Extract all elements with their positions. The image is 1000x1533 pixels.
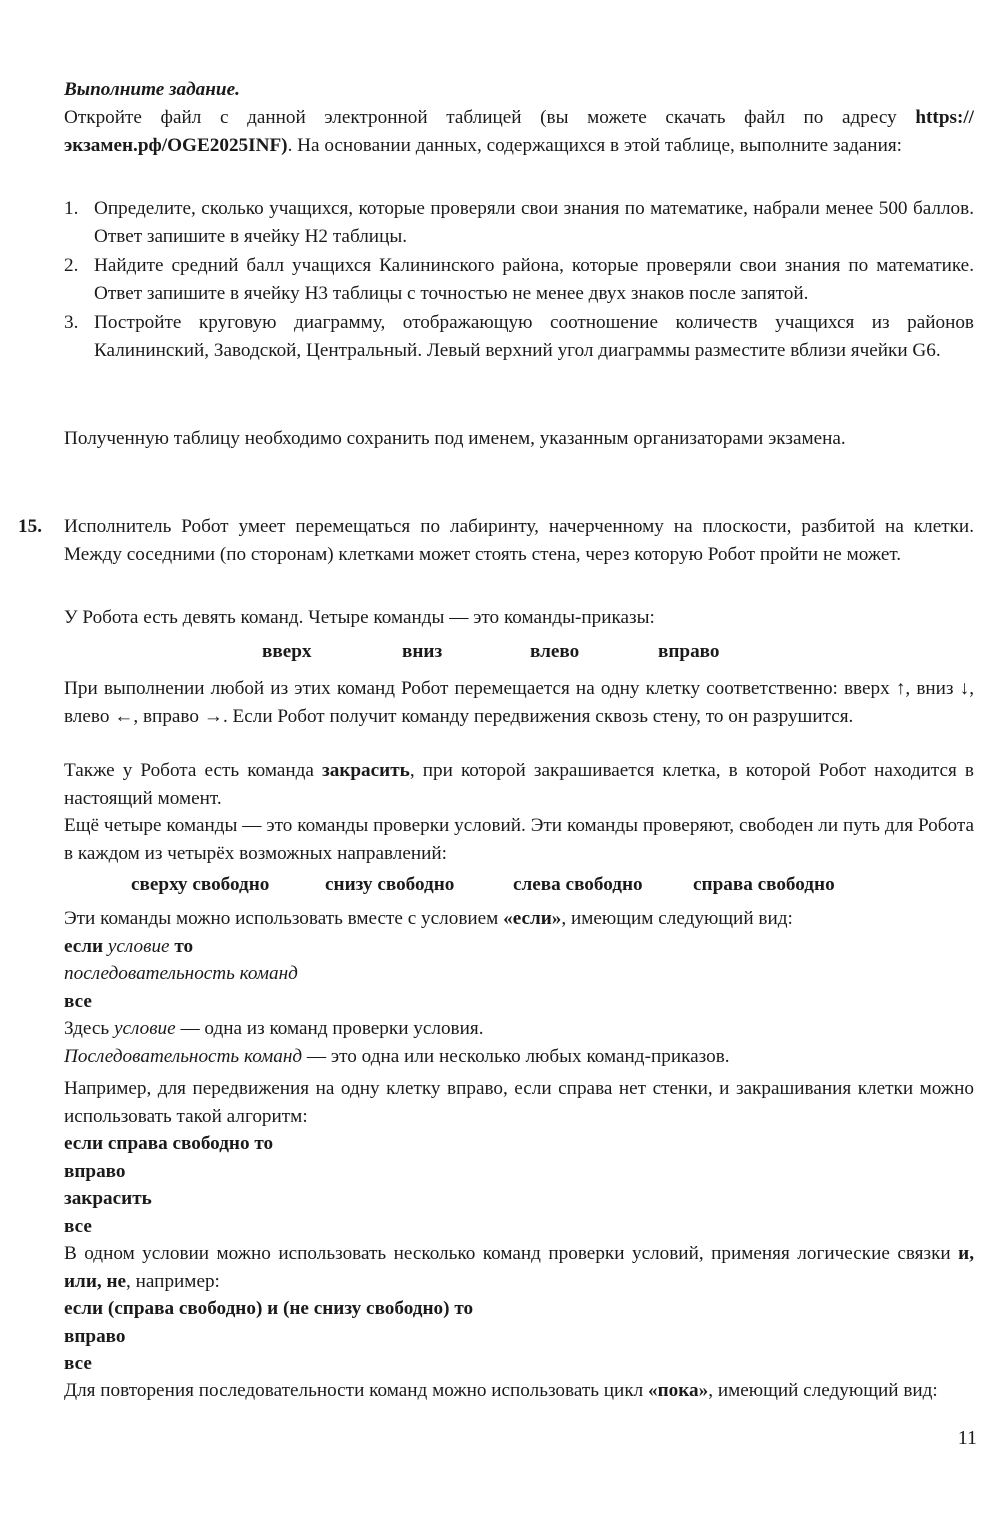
cond-left: слева свободно [513, 874, 643, 895]
if-syntax-end: все [64, 990, 92, 1012]
paint-description: Также у Робота есть команда закрасить, при которой закрашивается клетка, в которой Робот находится в настоящий момент. [64, 760, 974, 809]
save-note: Полученную таблицу необходимо сохранить под именем, указанным организаторами экзамена. [64, 428, 846, 449]
if-syntax-seq: последовательность команд [64, 963, 298, 984]
task14-heading [64, 76, 974, 104]
move-description: При выполнении любой из этих команд Робот перемещается на одну клетку соответственно: вверх ↑, вниз ↓, влево ←, вправо →. Если Робот получит команду передвижения сквозь стену, то он разрушится. [64, 678, 974, 727]
code-line: вправо [64, 1160, 126, 1182]
code-line: вправо [64, 1325, 126, 1347]
code-line: все [64, 1353, 92, 1374]
task15-intro: Исполнитель Робот умеет перемещаться по лабиринту, начерченному на плоскости, разбитой на клетки. Между соседними (по сторонам) клетками может стоять стена, через которую Робот пройти не может. [64, 516, 974, 565]
seq-definition: Последовательность команд — это одна или несколько любых команд-приказов. [64, 1045, 730, 1067]
cond-down: снизу свободно [325, 874, 455, 895]
example-code [64, 1130, 974, 1240]
command-up: вверх [262, 641, 312, 662]
page-number: 11 [957, 1427, 977, 1449]
task-heading: Выполните задание. [64, 79, 240, 100]
logic-words: и, или, не [64, 1243, 974, 1292]
task14-list [64, 195, 974, 366]
code-line: если (справа свободно) и (не снизу свободно) то [64, 1298, 474, 1319]
cond-definition: Здесь условие — одна из команд проверки условия. [64, 1018, 484, 1039]
logic-description: В одном условии можно использовать несколько команд проверки условий, применяя логические связки и, или, не, например: [64, 1243, 974, 1292]
paint-command: закрасить [322, 760, 410, 781]
if-section [64, 905, 974, 1070]
code-line: все [64, 1215, 92, 1237]
code-line: если справа свободно то [64, 1133, 274, 1154]
task14-intro: Откройте файл с данной электронной таблицей (вы можете скачать файл по адресу https://экзамен.рф/OGE2025INF). На основании данных, содержащихся в этой таблице, выполните задания: [64, 107, 975, 156]
loop-description: Для повторения последовательности команд можно использовать цикл «пока», имеющий следующий вид: [64, 1380, 938, 1401]
list-item: 1. Определите, сколько учащихся, которые проверяли свои знания по математике, набрали менее 500 баллов. Ответ запишите в ячейку H2 таблицы. [64, 198, 974, 247]
cond-right: справа свободно [693, 874, 835, 895]
if-intro: Эти команды можно использовать вместе с условием «если», имеющим следующий вид: [64, 908, 793, 929]
command-left: влево [530, 641, 580, 662]
cond-up: сверху свободно [131, 874, 270, 895]
task-number: 15. [18, 516, 42, 537]
logic-code [64, 1295, 974, 1378]
file-url: https://экзамен.рф/OGE2025INF) [64, 107, 975, 156]
list-item: 2. Найдите средний балл учащихся Калининского района, которые проверяли свои знания по математике. Ответ запишите в ячейку H3 таблицы с точностью не менее двух знаков после запятой. [64, 255, 974, 304]
list-item: 3. Постройте круговую диаграмму, отображающую соотношение количеств учащихся из районов Калининский, Заводской, Центральный. Левый верхний угол диаграммы разместите вблизи ячейки G6. [64, 312, 974, 361]
if-syntax-line: если условие то [64, 935, 194, 957]
loop-keyword: «пока» [648, 1380, 709, 1401]
check-description: Ещё четыре команды — это команды проверки условий. Эти команды проверяют, свободен ли путь для Робота в каждом из четырёх возможных направлений: [64, 815, 974, 864]
command-down: вниз [402, 641, 443, 662]
code-line: закрасить [64, 1188, 152, 1209]
nine-commands-text: У Робота есть девять команд. Четыре команды — это команды-приказы: [64, 607, 655, 628]
example-intro: Например, для передвижения на одну клетку вправо, если справа нет стенки, и закрашивания клетки можно использовать такой алгоритм: [64, 1078, 974, 1127]
command-right: вправо [658, 641, 720, 662]
